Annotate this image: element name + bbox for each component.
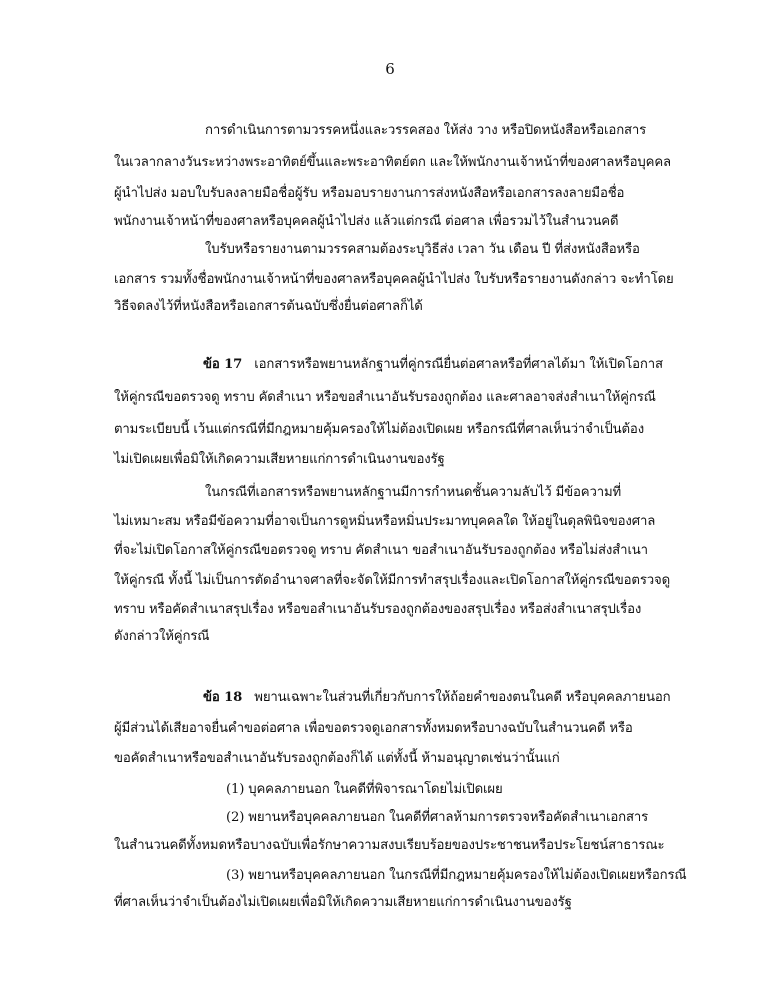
text-line: ไม่เหมาะสม หรือมีข้อความที่อาจเป็นการดูหมิ่นหรือหมิ่นประมาทบุคคลใด ให้อยู่ในดุลพินิจของศาล [114,514,656,529]
clause-heading: ข้อ 17 [203,357,243,372]
list-item-continuation: ที่ศาลเห็นว่าจำเป็นต้องไม่เปิดเผยเพื่อมิให้เกิดความเสียหายแก่การดำเนินงานของรัฐ [114,895,572,910]
list-item: (1) บุคคลภายนอก ในคดีที่พิจารณาโดยไม่เปิดเผย [226,782,503,797]
text-span: เอกสารหรือพยานหลักฐานที่คู่กรณียื่นต่อศาลหรือที่ศาลได้มา ให้เปิดโอกาส [254,357,663,372]
text-line: ในเวลากลางวันระหว่างพระอาทิตย์ขึ้นและพระอาทิตย์ตก และให้พนักงานเจ้าหน้าที่ของศาลหรือบุคคล [114,155,671,170]
text-line: ผู้มีส่วนได้เสียอาจยื่นคำขอต่อศาล เพื่อขอตรวจดูเอกสารทั้งหมดหรือบางฉบับในสำนวนคดี หรือ [114,721,633,736]
text-line: วิธีจดลงไว้ที่หนังสือหรือเอกสารต้นฉบับซึ่งยื่นต่อศาลก็ได้ [114,299,423,314]
text-span: พยานเฉพาะในส่วนที่เกี่ยวกับการให้ถ้อยคำของตนในคดี หรือบุคคลภายนอก [254,690,671,705]
list-item: (3) พยานหรือบุคคลภายนอก ในกรณีที่มีกฎหมายคุ้มครองให้ไม่ต้องเปิดเผยหรือกรณี [226,868,687,883]
text-line: ตามระเบียบนี้ เว้นแต่กรณีที่มีกฎหมายคุ้มครองให้ไม่ต้องเปิดเผย หรือกรณีที่ศาลเห็นว่าจำเป็นต้อง [114,422,644,437]
text-line: เอกสาร รวมทั้งชื่อพนักงานเจ้าหน้าที่ของศาลหรือบุคคลผู้นำไปส่ง ใบรับหรือรายงานดังกล่าว จะทำโดย [114,272,674,287]
page-number: 6 [385,60,395,78]
clause-line [203,355,663,375]
text-line: การดำเนินการตามวรรคหนึ่งและวรรคสอง ให้ส่ง วาง หรือปิดหนังสือหรือเอกสาร [205,123,647,138]
text-line: ที่จะไม่เปิดโอกาสให้คู่กรณีขอตรวจดู ทราบ คัดสำเนา ขอสำเนาอันรับรองถูกต้อง หรือไม่ส่งสำเนา [114,543,648,558]
text-line: ให้คู่กรณี ทั้งนี้ ไม่เป็นการตัดอำนาจศาลที่จะจัดให้มีการทำสรุปเรื่องและเปิดโอกาสให้คู่กรณีขอตรวจดู [114,573,671,588]
list-item: (2) พยานหรือบุคคลภายนอก ในคดีที่ศาลห้ามการตรวจหรือคัดสำเนาเอกสาร [226,810,649,825]
clause-heading: ข้อ 18 [203,690,243,705]
text-line: ขอคัดสำเนาหรือขอสำเนาอันรับรองถูกต้องก็ได้ แต่ทั้งนี้ ห้ามอนุญาตเช่นว่านั้นแก่ [114,751,560,766]
text-line: ทราบ หรือคัดสำเนาสรุปเรื่อง หรือขอสำเนาอันรับรองถูกต้องของสรุปเรื่อง หรือส่งสำเนาสรุปเรื่อง [114,602,642,617]
list-item-continuation: ในสำนวนคดีทั้งหมดหรือบางฉบับเพื่อรักษาความสงบเรียบร้อยของประชาชนหรือประโยชน์สาธารณะ [114,838,665,853]
text-line: ให้คู่กรณีขอตรวจดู ทราบ คัดสำเนา หรือขอสำเนาอันรับรองถูกต้อง และศาลอาจส่งสำเนาให้คู่กรณี [114,390,656,405]
text-line: ใบรับหรือรายงานตามวรรคสามต้องระบุวิธีส่ง เวลา วัน เดือน ปี ที่ส่งหนังสือหรือ [205,242,640,257]
text-line: ในกรณีที่เอกสารหรือพยานหลักฐานมีการกำหนดชั้นความลับไว้ มีข้อความที่ [205,485,622,500]
text-line: ดังกล่าวให้คู่กรณี [114,629,210,644]
text-line: พนักงานเจ้าหน้าที่ของศาลหรือบุคคลผู้นำไปส่ง แล้วแต่กรณี ต่อศาล เพื่อรวมไว้ในสำนวนคดี [114,214,619,229]
text-line: ผู้นำไปส่ง มอบใบรับลงลายมือชื่อผู้รับ หรือมอบรายงานการส่งหนังสือหรือเอกสารลงลายมือชื่อ [114,186,625,201]
text-line: ไม่เปิดเผยเพื่อมิให้เกิดความเสียหายแก่การดำเนินงานของรัฐ [114,452,445,467]
clause-line [203,688,670,708]
